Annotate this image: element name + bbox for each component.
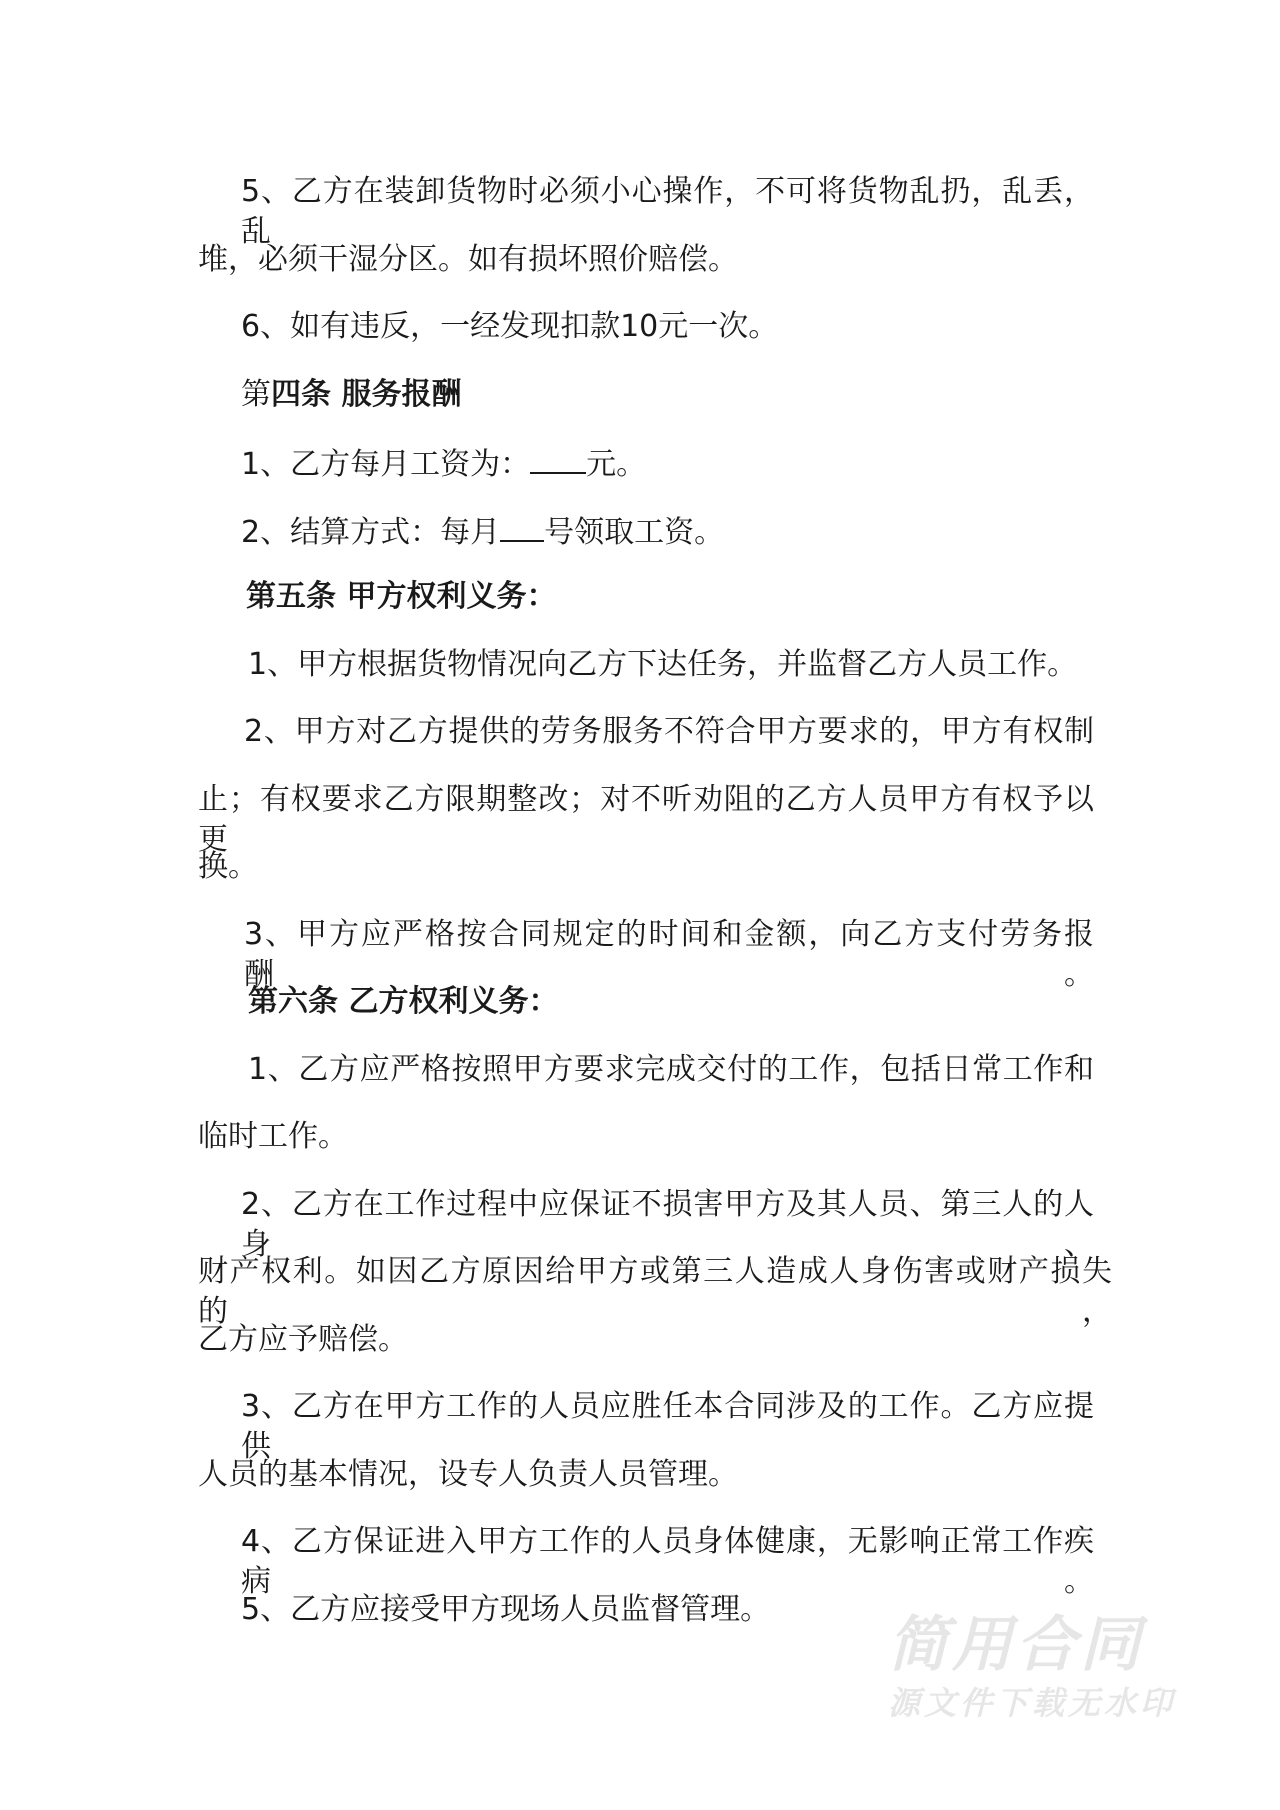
clause-3-item-6: 6、如有违反，一经发现扣款10元一次。 bbox=[241, 309, 779, 344]
clause-6-item-3-cont: 人员的基本情况，设专人负责人员管理。 bbox=[198, 1457, 738, 1492]
clause-4-item-1 bbox=[241, 442, 646, 482]
clause-5-item-2: 2、甲方对乙方提供的劳务服务不符合甲方要求的，甲方有权制 bbox=[244, 714, 1094, 749]
clause-5-item-2-end: 换。 bbox=[198, 849, 258, 884]
payday-blank bbox=[500, 510, 544, 542]
clause-5-item-1: 1、甲方根据货物情况向乙方下达任务，并监督乙方人员工作。 bbox=[248, 647, 1078, 682]
text: 号领取工资。 bbox=[544, 515, 725, 550]
clause-3-item-5-cont: 堆，必须干湿分区。如有损坏照价赔偿。 bbox=[198, 242, 738, 277]
text: 1、乙方每月工资为： bbox=[241, 447, 531, 482]
clause-6-item-4: 4、乙方保证进入甲方工作的人员身体健康，无影响正常工作疾病。 bbox=[241, 1524, 1094, 1599]
clause-6-item-1: 1、乙方应严格按照甲方要求完成交付的工作，包括日常工作和 bbox=[248, 1052, 1094, 1087]
clause-6-heading: 第六条 乙方权利义务： bbox=[248, 984, 559, 1019]
heading-title: 四条 服务报酬 bbox=[271, 377, 462, 412]
clause-5-heading: 第五条 甲方权利义务： bbox=[246, 579, 557, 614]
clause-4-heading bbox=[241, 375, 461, 415]
clause-3-item-5: 5、乙方在装卸货物时必须小心操作，不可将货物乱扔，乱丢，乱 bbox=[241, 174, 1094, 249]
watermark-title: 简用合同 bbox=[888, 1610, 1144, 1680]
clause-6-item-5: 5、乙方应接受甲方现场人员监督管理。 bbox=[241, 1592, 771, 1627]
watermark-subtitle: 源文件下载无水印 bbox=[888, 1684, 1177, 1722]
clause-4-item-2 bbox=[241, 510, 724, 550]
clause-6-item-2-end: 乙方应予赔偿。 bbox=[198, 1322, 408, 1357]
clause-6-item-1-cont: 临时工作。 bbox=[198, 1119, 348, 1154]
clause-5-item-2-cont: 止；有权要求乙方限期整改；对不听劝阻的乙方人员甲方有权予以更 bbox=[198, 782, 1094, 857]
heading-prefix: 第 bbox=[241, 377, 271, 412]
text: 元。 bbox=[586, 447, 647, 482]
clause-6-item-2-cont: 财产权利。如因乙方原因给甲方或第三人造成人身伤害或财产损失的， bbox=[198, 1254, 1112, 1329]
text: 2、结算方式：每月 bbox=[241, 515, 501, 550]
clause-5-item-3: 3、甲方应严格按合同规定的时间和金额，向乙方支付劳务报酬。 bbox=[244, 917, 1094, 992]
clause-6-item-2: 2、乙方在工作过程中应保证不损害甲方及其人员、第三人的人身、 bbox=[241, 1187, 1094, 1262]
clause-6-item-3: 3、乙方在甲方工作的人员应胜任本合同涉及的工作。乙方应提供 bbox=[241, 1389, 1094, 1464]
salary-blank bbox=[530, 442, 586, 474]
